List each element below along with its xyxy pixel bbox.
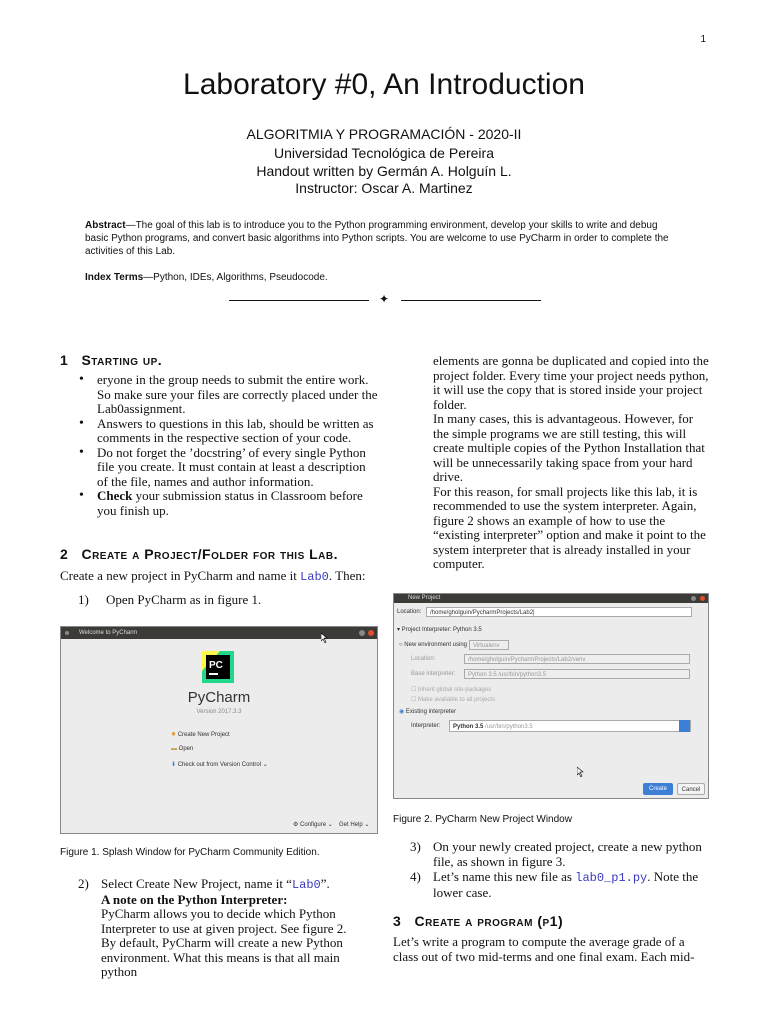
inline-code: Lab0 xyxy=(291,878,321,892)
figure-2-caption: Figure 2. PyCharm New Project Window xyxy=(393,814,572,825)
inherit-packages-checkbox[interactable]: ☐ Inherit global site-packages xyxy=(411,687,492,693)
close-icon[interactable] xyxy=(700,596,705,601)
open-link[interactable]: ▬ Open xyxy=(171,746,194,752)
mouse-cursor-icon xyxy=(321,633,329,643)
section-3-title: Create a program (p1) xyxy=(414,913,564,929)
section-2-heading xyxy=(60,546,390,562)
step-4: 4) Let’s name this new file as lab0_p1.py. Note the lower case. xyxy=(410,869,699,900)
divider-line-right xyxy=(401,300,541,301)
note-title: A note on the Python Interpreter: xyxy=(101,891,288,907)
step-1 xyxy=(78,593,378,608)
section-1-number: 1 xyxy=(60,352,69,368)
paragraph: In many cases, this is advantageous. However, for the simple programs we are still testing, this will create multiple copies of the Python Installation that will be unnecessarily taking space from your hard drive. xyxy=(433,411,705,484)
pycharm-logo-icon xyxy=(202,651,234,683)
cancel-button[interactable]: Cancel xyxy=(677,783,705,795)
available-all-checkbox[interactable]: ☐ Make available to all projects xyxy=(411,697,496,703)
env-location-input[interactable]: /home/gholguin/PycharmProjects/Lab2/venv xyxy=(464,654,690,664)
base-interpreter-select[interactable]: Python 3.5 /usr/bin/python3.5 xyxy=(464,669,690,679)
page-number: 1 xyxy=(700,34,706,45)
close-icon[interactable] xyxy=(368,630,374,636)
base-interpreter-label: Base interpreter: xyxy=(411,671,456,677)
divider-diamond-icon: ✦ xyxy=(379,292,390,306)
step-3 xyxy=(410,840,708,869)
minimize-icon[interactable] xyxy=(359,630,365,636)
paragraph: For this reason, for small projects like this lab, it is recommended to use the system interpreter. Again, figure 2 shows an example of how to use the “existing interpreter” option and make it point to the system interpreter that is already installed in your computer. xyxy=(433,483,706,571)
chevron-down-icon[interactable] xyxy=(679,720,690,732)
virtualenv-select[interactable]: Virtualenv xyxy=(469,640,509,650)
existing-interpreter-radio[interactable]: ◉ Existing interpreter xyxy=(399,709,456,715)
course-line: ALGORITMIA Y PROGRAMACIÓN - 2020-II xyxy=(246,126,522,142)
inline-code: Lab0 xyxy=(300,570,329,584)
section-2-number: 2 xyxy=(60,546,69,562)
star-icon: ✸ xyxy=(171,732,177,738)
app-version: Version 2017.3.3 xyxy=(196,709,242,715)
create-new-project-link[interactable]: ✸ Create New Project xyxy=(171,732,230,738)
note-paragraph-1: PyCharm allows you to decide which Python Interpreter to use at given project. See figure 2. xyxy=(101,906,347,936)
step-number: 1) xyxy=(78,592,89,607)
university-line: Universidad Tecnológica de Pereira xyxy=(274,145,494,161)
location-input[interactable]: /home/gholguin/PycharmProjects/Lab2| xyxy=(426,607,692,617)
document-title: Laboratory #0, An Introduction xyxy=(183,68,585,101)
step-text: On your newly created project, create a new python file, as shown in figure 3. xyxy=(433,839,702,869)
new-environment-radio[interactable]: ○ New environment using xyxy=(399,642,467,648)
figure-2-new-project-window xyxy=(393,593,709,799)
section-1-heading xyxy=(60,352,390,368)
section-3-heading xyxy=(393,913,713,929)
bullet-item: • Check your submission status in Classroom before you finish up. xyxy=(60,489,378,518)
figure-1-pycharm-splash xyxy=(60,626,378,834)
svg-text:PC: PC xyxy=(209,660,223,671)
minimize-icon[interactable] xyxy=(691,596,696,601)
interpreter-label: Interpreter: xyxy=(411,723,441,729)
env-location-label: Location: xyxy=(411,656,436,662)
instructor-line: Instructor: Oscar A. Martinez xyxy=(295,180,473,196)
checkout-vcs-link[interactable]: ⬇ Check out from Version Control ⌄ xyxy=(171,762,268,768)
app-name: PyCharm xyxy=(187,689,251,706)
section-2-intro: Create a new project in PyCharm and name it Lab0. Then: xyxy=(60,568,366,584)
author-line: Handout written by Germán A. Holguín L. xyxy=(256,163,512,179)
configure-menu[interactable]: ⚙ Configure ⌄ xyxy=(293,822,333,828)
download-arrow-icon: ⬇ xyxy=(171,762,177,768)
bullet-item: • Answers to questions in this lab, should be written as comments in the respective section of your code. xyxy=(60,417,378,446)
window-menu-icon xyxy=(65,631,69,635)
section-3-number: 3 xyxy=(393,913,402,929)
index-terms-label: Index Terms xyxy=(85,272,144,283)
create-button[interactable]: Create xyxy=(643,783,673,795)
bullet-item: • Do not forget the ’docstring’ of every single Python file you create. It must contain at least a description of the file, names and author information. xyxy=(60,446,378,490)
interpreter-select[interactable]: Python 3.5 /usr/bin/python3.5 xyxy=(449,720,691,732)
mouse-cursor-icon xyxy=(577,767,585,777)
step-text: Open PyCharm as in figure 1. xyxy=(106,592,262,607)
window-titlebar xyxy=(394,594,708,603)
section-3-paragraph: Let’s write a program to compute the average grade of a class out of two mid-terms and one final exam. Each mid- xyxy=(393,934,695,964)
step-number: 4) xyxy=(410,869,421,884)
step-number: 3) xyxy=(410,839,421,854)
section-divider xyxy=(229,292,541,306)
step-number: 2) xyxy=(78,876,89,891)
index-terms-text: —Python, IDEs, Algorithms, Pseudocode. xyxy=(143,272,328,283)
note-paragraph-2: By default, PyCharm will create a new Python environment. What this means is that all main python xyxy=(101,935,343,979)
step-2: 2) Select Create New Project, name it “Lab0”. A note on the Python Interpreter: PyCharm allows you to decide which Python Interpreter to use at given project. See figure 2. By default, PyCharm will create a new Python environment. What this means is that all main python xyxy=(78,876,347,979)
paragraph: elements are gonna be duplicated and copied into the project folder. Every time your project needs python, it will use the copy that is stored inside your project folder. xyxy=(433,353,709,412)
interpreter-section-header[interactable]: ▾ Project Interpreter: Python 3.5 xyxy=(397,627,482,633)
figure-1-caption: Figure 1. Splash Window for PyCharm Community Edition. xyxy=(60,847,320,858)
section-1-bullet-list xyxy=(60,373,378,518)
window-title: New Project xyxy=(408,595,441,601)
location-label: Location: xyxy=(397,609,422,615)
right-column-text xyxy=(433,354,709,572)
inline-code: lab0_p1.py xyxy=(575,871,648,885)
get-help-menu[interactable]: Get Help ⌄ xyxy=(339,822,370,828)
abstract-text: —The goal of this lab is to introduce you to the Python programming environment, develop your skills to write and debug basic Python programs, and convert basic algorithms into Python scripts. You are welcome to use PyCharm in order to complete the activities of this Lab. xyxy=(85,220,669,257)
window-titlebar xyxy=(61,627,377,639)
section-2-title: Create a Project/Folder for this Lab. xyxy=(81,546,339,562)
section-1-title: Starting up. xyxy=(81,352,163,368)
window-title: Welcome to PyCharm xyxy=(79,630,138,636)
folder-icon: ▬ xyxy=(171,746,177,752)
abstract-label: Abstract xyxy=(85,220,126,231)
index-terms xyxy=(85,272,683,283)
bullet-item: • eryone in the group needs to submit the entire work. So make sure your files are correctly placed under the Lab0assignment. xyxy=(60,373,378,417)
abstract xyxy=(85,219,683,258)
divider-line-left xyxy=(229,300,369,301)
